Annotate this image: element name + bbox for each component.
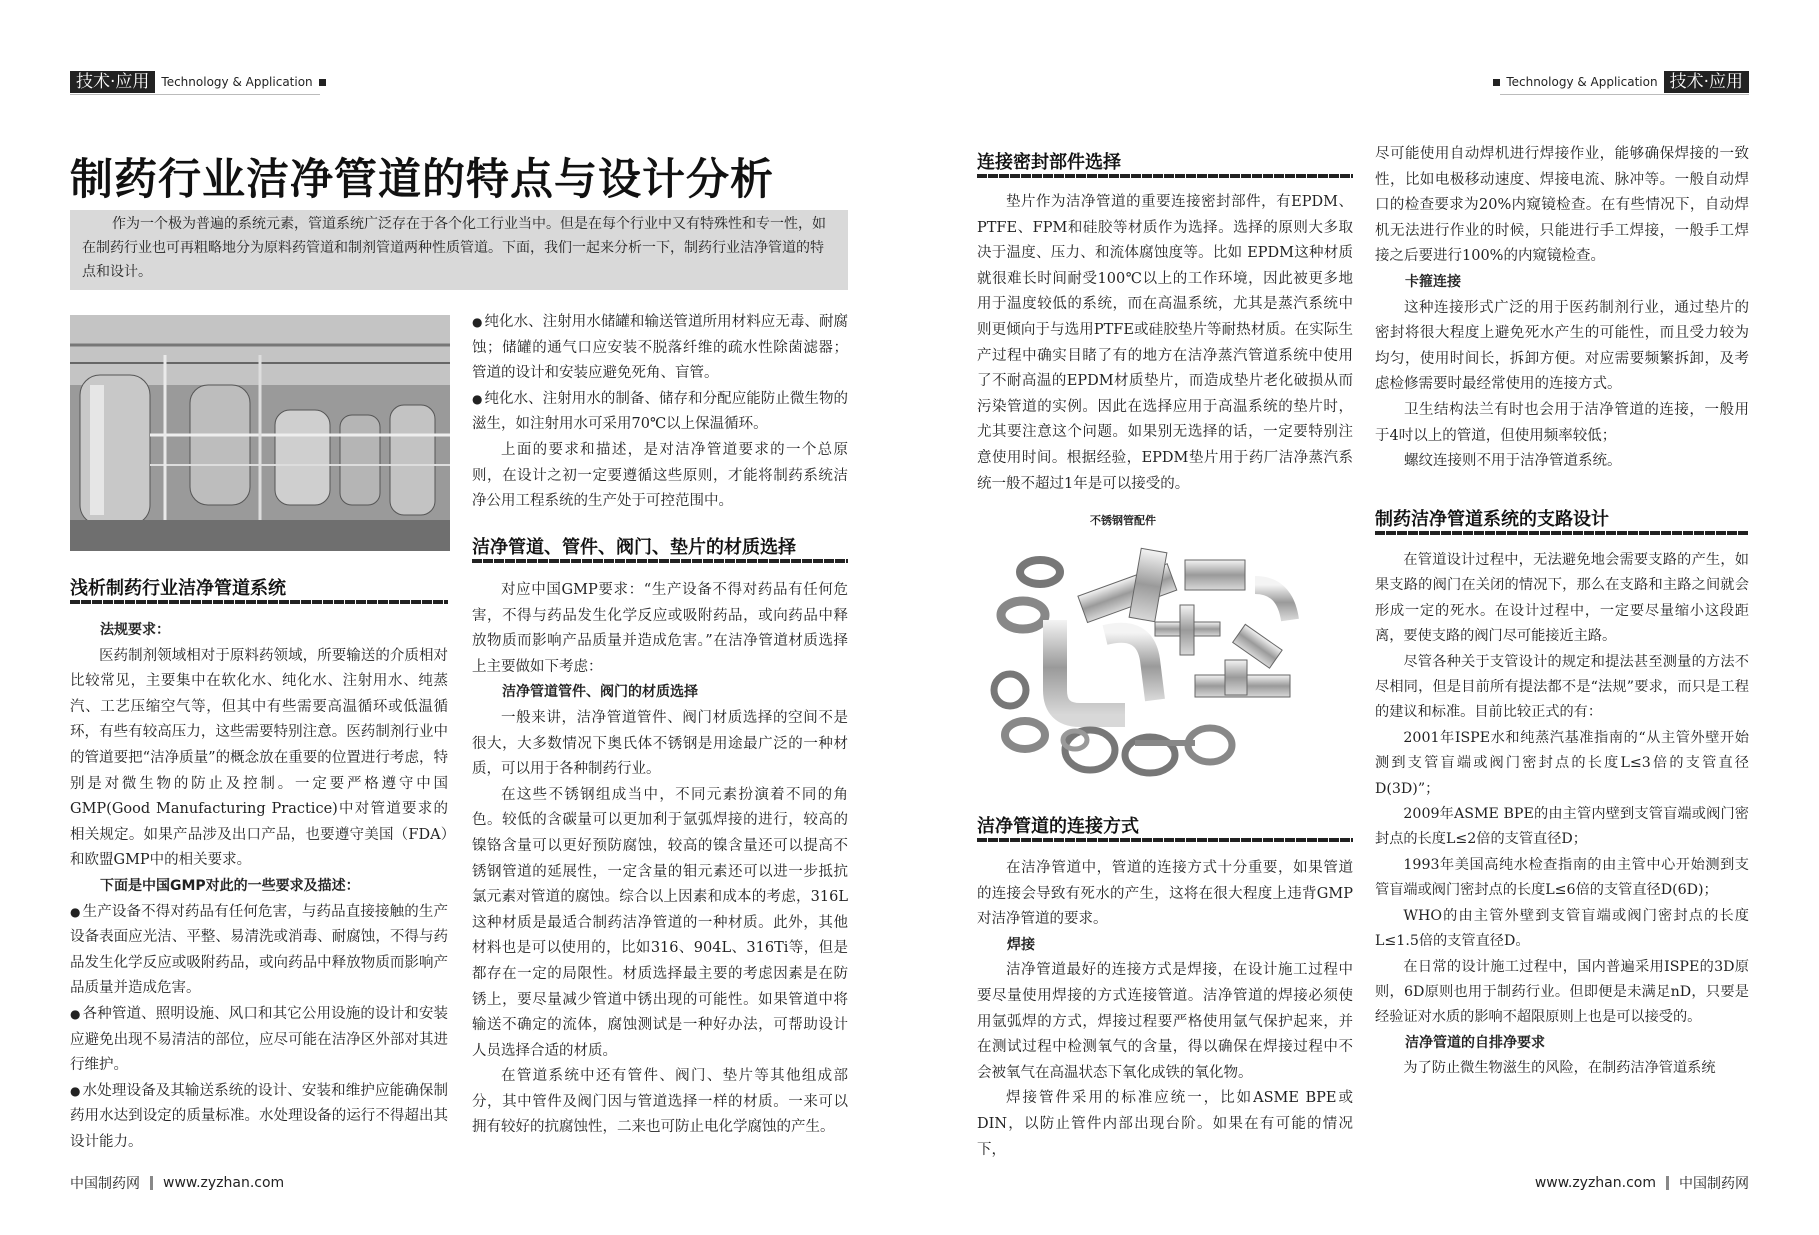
column-1: [70, 618, 448, 1155]
heading-rule: [977, 838, 1353, 842]
col1-heading: 浅析制药行业洁净管道系统: [70, 578, 286, 599]
heading-rule: [1375, 531, 1749, 535]
paragraph: 在洁净管道中，管道的连接方式十分重要，如果管道的连接会导致有死水的产生，这将在很大程度上违背GMP对洁净管道的要求。: [977, 860, 1353, 928]
col3-heading-connection: 洁净管道的连接方式: [977, 816, 1139, 837]
header-rule: [1500, 94, 1749, 95]
footer-site-name: 中国制药网: [1679, 1176, 1749, 1192]
footer-url[interactable]: www.zyzhan.com: [163, 1175, 285, 1191]
heading-rule: [472, 559, 848, 563]
col4-heading: 制药洁净管道系统的支路设计: [1375, 509, 1609, 530]
paragraph: WHO的由主管外壁到支管盲端或阀门密封点的长度L≤1.5倍的支管直径D。: [1375, 907, 1749, 950]
section-tag: 技术·应用: [70, 71, 155, 93]
paragraph: 垫片作为洁净管道的重要连接密封部件，有EPDM、PTFE、FPM和硅胶等材质作为选择。选择的原则大多取决于温度、压力、和流体腐蚀度等。比如 EPDM这种材质就很难长时间耐受100℃以上的工作环境，因此被更多地用于温度较低的系统，而在高温系统，尤其是蒸汽系统中则更倾向于与选用PTFE或硅胶垫片等耐热材质。在实际生产过程中确实目睹了有的地方在洁净蒸汽管道系统中使用了不耐高温的EPDM材质垫片，而造成垫片老化破损从而污染管道的实例。因此在选择应用于高温系统的垫片时，尤其要注意这个问题。如果别无选择的话，一定要特别注意使用时间。根据经验，EPDM垫片用于药厂洁净蒸汽系统一般不超过1年是可以接受的。: [977, 194, 1353, 492]
figure-title: 不锈钢管配件: [1090, 514, 1156, 527]
paragraph: 2001年ISPE水和纯蒸汽基准指南的“从主管外壁开始测到支管盲端或阀门密封点的长度L≤3倍的支管直径D(3D)”；: [1375, 729, 1749, 797]
section-tag: 技术·应用: [1664, 71, 1749, 93]
paragraph: 洁净管道最好的连接方式是焊接，在设计施工过程中要尽量使用焊接的方式连接管道。洁净管道的焊接必须使用氩弧焊的方式，焊接过程要严格使用氩气保护起来，并在测试过程中检测氧气的含量，得以确保在焊接过程中不会被氧气在高温状态下氧化成铁的氧化物。: [977, 962, 1353, 1081]
bullet-icon: ●: [70, 1006, 81, 1021]
paragraph: 医药制剂领域相对于原料药领域，所要输送的介质相对比较常见，主要集中在软化水、纯化水、注射用水、纯蒸汽、工艺压缩空气等，但其中有些需要高温循环或低温循环，有些有较高压力，这些需要特别注意。医药制剂行业中的管道要把“洁净质量”的概念放在重要的位置进行考虑，特别是对微生物的防止及控制。一定要严格遵守中国GMP(Good Manufacturing Practice)中对管道要求的相关规定。如果产品涉及出口产品，也要遵守美国（FDA）和欧盟GMP中的相关要求。: [70, 647, 448, 869]
subheading: 焊接: [1007, 936, 1035, 953]
footer-site-name: 中国制药网: [70, 1176, 140, 1192]
paragraph: 这种连接形式广泛的用于医药制剂行业，通过垫片的密封将很大程度上避免死水产生的可能性，而且受力较为均匀，使用时间长，拆卸方便。对应需要频繁拆卸，及考虑检修需要时最经常使用的连接方式。: [1375, 299, 1749, 393]
article-title: 制药行业洁净管道的特点与设计分析: [70, 155, 774, 205]
bullet-icon: ●: [70, 904, 81, 919]
factory-photo: [70, 315, 450, 551]
paragraph: 上面的要求和描述，是对洁净管道要求的一个总原则，在设计之初一定要遵循这些原则，才能将制药系统洁净公用工程系统的生产处于可控范围中。: [472, 441, 848, 510]
col3-heading-seal: 连接密封部件选择: [977, 152, 1121, 173]
paragraph: 对应中国GMP要求：“生产设备不得对药品有任何危害，不得与药品发生化学反应或吸附药品，或向药品中释放物质而影响产品质量并造成危害。”在洁净管道材质选择上主要做如下考虑：: [472, 582, 848, 675]
heading-rule: [70, 600, 448, 604]
bullet-item: ● 各种管道、照明设施、风口和其它公用设施的设计和安装应避免出现不易清洁的部位，应尽可能在洁净区外部对其进行维护。: [70, 1005, 448, 1074]
paragraph: 2009年ASME BPE的由主管内壁到支管盲端或阀门密封点的长度L≤2倍的支管直径D；: [1375, 806, 1749, 848]
article-intro: 作为一个极为普遍的系统元素，管道系统广泛存在于各个化工行业当中。但是在每个行业中又有特殊性和专一性，如在制药行业也可再粗略地分为原料药管道和制剂管道两种性质管道。下面，我们一起来分析一下，制药行业洁净管道的特点和设计。: [70, 210, 848, 290]
paragraph: 尽可能使用自动焊机进行焊接作业，能够确保焊接的一致性，比如电极移动速度、焊接电流、脉冲等。一般自动焊口的检查要求为20%内窥镜检查。在有些情况下，自动焊机无法进行作业的时候，只能进行手工焊接，一般手工焊接之后要进行100%的内窥镜检查。: [1375, 146, 1749, 265]
paragraph: 在这些不锈钢组成当中，不同元素扮演着不同的角色。较低的含碳量可以更加利于氩弧焊接的进行，较高的镍铬含量可以更好预防腐蚀，较高的镍含量还可以提高不锈钢管道的延展性，一定含量的钼元素还可以进一步抵抗氯元素对管道的腐蚀。综合以上因素和成本的考虑，316L这种材质是最适合制药洁净管道的一种材质。此外，其他材料也是可以使用的，比如316、904L、316Ti等，但是都存在一定的局限性。材质选择最主要的考虑因素是在防锈上，要尽量减少管道中锈出现的可能性。如果管道中将输送不确定的流体，腐蚀测试是一种好办法，可帮助设计人员选择合适的材质。: [472, 786, 848, 1059]
bullet-icon: ●: [70, 1083, 81, 1098]
column-3b: [977, 856, 1353, 1163]
subheading: 洁净管道管件、阀门的材质选择: [502, 684, 698, 701]
paragraph: 一般来讲，洁净管道管件、阀门材质选择的空间不是很大，大多数情况下奥氏体不锈钢是用途最广泛的一种材质，可以用于各种制药行业。: [472, 709, 848, 778]
right-footer: [1535, 1173, 1749, 1193]
left-page-header: [70, 71, 326, 93]
subheading: 下面是中国GMP对此的一些要求及描述：: [100, 877, 360, 894]
bullet-icon: ●: [472, 315, 483, 329]
column-3a: [977, 190, 1353, 497]
section-en: Technology & Application: [161, 75, 313, 89]
paragraph: 在管道系统中还有管件、阀门、垫片等其他组成部分，其中管件及阀门因与管道选择一样的材质。一来可以拥有较好的抗腐蚀性，二来也可防止电化学腐蚀的产生。: [472, 1068, 848, 1136]
paragraph: 卫生结构法兰有时也会用于洁净管道的连接，一般用于4吋以上的管道，但使用频率较低；: [1375, 401, 1749, 444]
paragraph: 焊接管件采用的标准应统一，比如ASME BPE或DIN，以防止管件内部出现台阶。如果在有可能的情况下，: [977, 1090, 1353, 1158]
header-rule: [70, 94, 320, 95]
subheading: 法规要求：: [100, 622, 170, 638]
section-en: Technology & Application: [1506, 75, 1658, 89]
bullet-item: ● 生产设备不得对药品有任何危害，与药品直接接触的生产设备表面应光洁、平整、易清洗或消毒、耐腐蚀，不得与药品发生化学反应或吸附药品，或向药品中释放物质而影响产品质量并造成危害。: [70, 903, 448, 997]
paragraph: 在日常的设计施工过程中，国内普遍采用ISPE的3D原则，6D原则也用于制药行业。但即便是未满足nD，只要是经验证对水质的影响不超限原则上也是可以接受的。: [1375, 958, 1749, 1026]
bullet-item: ● 纯化水、注射用水的制备、储存和分配应能防止微生物的滋生，如注射用水可采用70℃以上保温循环。: [472, 390, 848, 433]
heading-rule: [977, 174, 1353, 178]
footer-divider: [150, 1176, 153, 1190]
column-2b: [472, 578, 848, 1141]
paragraph: 为了防止微生物滋生的风险，在制药洁净管道系统: [1403, 1060, 1716, 1077]
header-mark-icon: [1493, 79, 1500, 86]
column-4a: [1375, 142, 1749, 475]
col2-heading: 洁净管道、管件、阀门、垫片的材质选择: [472, 537, 796, 558]
paragraph: 螺纹连接则不用于洁净管道系统。: [1404, 453, 1622, 470]
footer-url[interactable]: www.zyzhan.com: [1534, 1175, 1656, 1191]
header-mark-icon: [319, 79, 326, 86]
paragraph: 尽管各种关于支管设计的规定和提法甚至测量的方法不尽相同，但是目前所有提法都不是“法规”要求，而只是工程的建议和标准。目前比较正式的有：: [1375, 653, 1749, 721]
subheading: 洁净管道的自排净要求: [1405, 1034, 1545, 1051]
bullet-item: ● 纯化水、注射用水储罐和输送管道所用材料应无毒、耐腐蚀；储罐的通气口应安装不脱落纤维的疏水性除菌滤器；管道的设计和安装应避免死角、盲管。: [472, 314, 848, 382]
column-4b: [1375, 548, 1749, 1082]
paragraph: 1993年美国高纯水检查指南的由主管中心开始测到支管盲端或阀门密封点的长度L≤6倍的支管直径D(6D)；: [1375, 856, 1749, 899]
fittings-illustration: [985, 540, 1315, 790]
column-2a: [472, 310, 848, 515]
bullet-item: ● 水处理设备及其输送系统的设计、安装和维护应能确保制药用水达到设定的质量标准。水处理设备的运行不得超出其设计能力。: [70, 1082, 448, 1150]
subheading: 卡箍连接: [1405, 273, 1461, 290]
footer-divider: [1666, 1176, 1669, 1190]
right-page-header: [1493, 71, 1749, 93]
paragraph: 在管道设计过程中，无法避免地会需要支路的产生，如果支路的阀门在关闭的情况下，那么在支路和主路之间就会形成一定的死水。在设计过程中，一定要尽量缩小这段距离，要使支路的阀门尽可能接近主路。: [1375, 552, 1749, 645]
left-footer: [70, 1173, 284, 1193]
bullet-icon: ●: [472, 391, 483, 406]
